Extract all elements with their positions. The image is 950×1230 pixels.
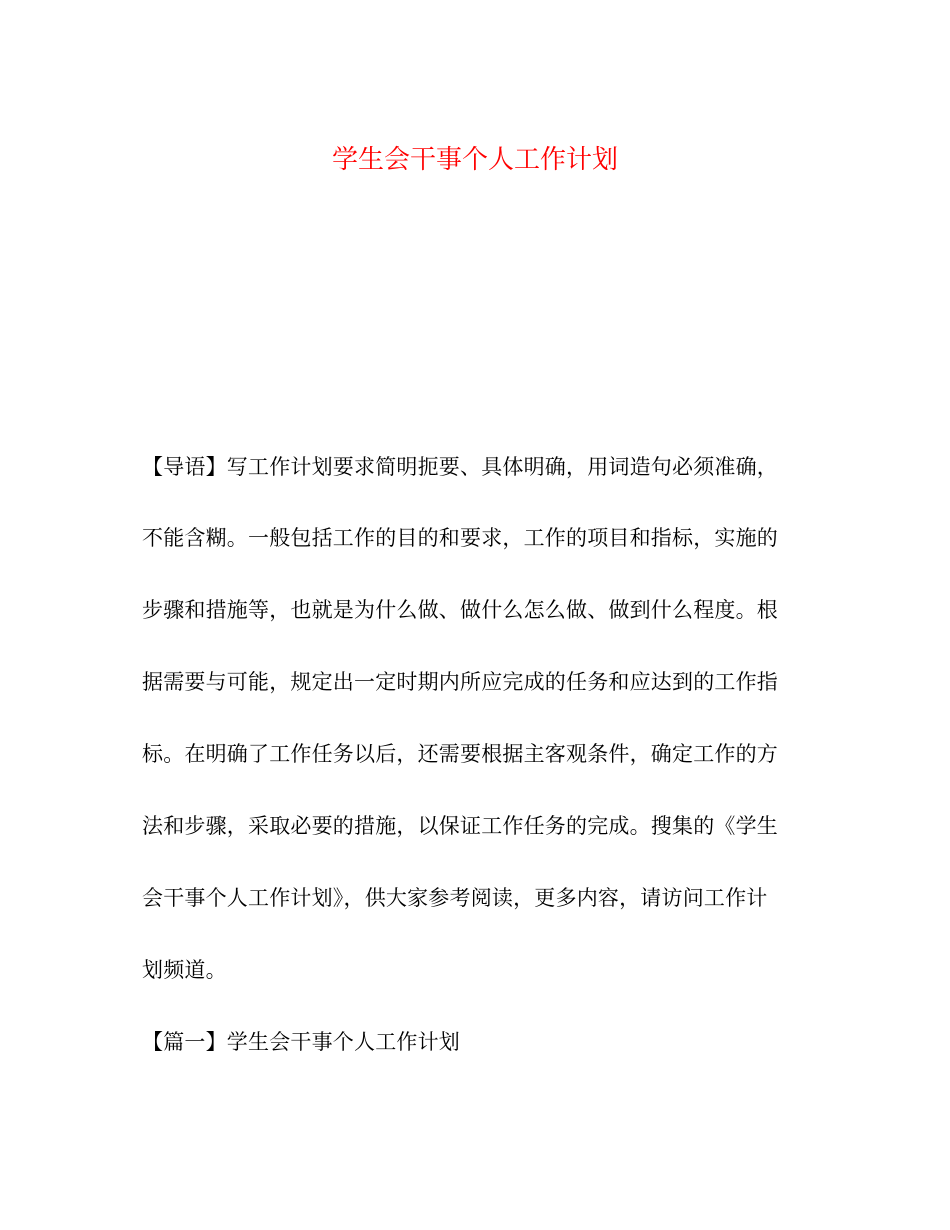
intro-line-6: 法和步骤，采取必要的措施，以保证工作任务的完成。搜集的《学生 xyxy=(142,814,778,838)
intro-line-1: 【导语】写工作计划要求简明扼要、具体明确，用词造句必须准确， xyxy=(142,455,778,479)
intro-line-4: 据需要与可能，规定出一定时期内所应完成的任务和应达到的工作指 xyxy=(142,670,778,694)
section-heading: 【篇一】学生会干事个人工作计划 xyxy=(142,1030,460,1054)
intro-line-5: 标。在明确了工作任务以后，还需要根据主客观条件，确定工作的方 xyxy=(142,742,778,766)
intro-line-2: 不能含糊。一般包括工作的目的和要求，工作的项目和指标，实施的 xyxy=(142,526,778,550)
intro-line-8: 划频道。 xyxy=(142,958,227,982)
intro-line-7: 会干事个人工作计划》，供大家参考阅读，更多内容，请访问工作计 xyxy=(142,886,768,910)
document-title: 学生会干事个人工作计划 xyxy=(331,145,618,175)
intro-line-3: 步骤和措施等，也就是为什么做、做什么怎么做、做到什么程度。根 xyxy=(142,598,778,622)
